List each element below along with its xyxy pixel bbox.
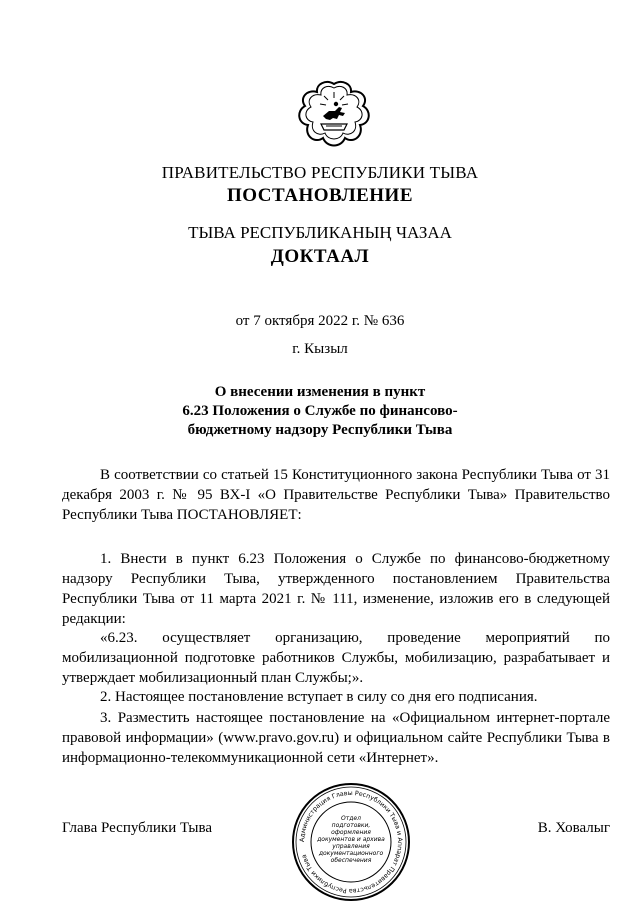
paragraph-quote: «6.23. осуществляет организацию, проведение мероприятий по мобилизационной подготовке работников Службы, мобилизацию, разрабатывает и утверждает мобилизационный план Службы;».	[62, 630, 610, 686]
stamp-ring-text: Администрация Главы Республики Тыва и Аппарат Правительства Республики Тыва	[298, 789, 404, 895]
city: г. Кызыл	[292, 341, 348, 357]
stamp-center-line: обеспечения	[330, 857, 372, 864]
doc-type-heading-tyvan: ДОКТААЛ	[270, 246, 370, 267]
subject-line: О внесении изменения в пункт	[214, 384, 426, 400]
coat-of-arms-icon	[295, 78, 373, 150]
paragraph-preamble: В соответствии со статьей 15 Конституционного закона Республики Тыва от 31 декабря 2003 г. № 95 ВХ-I «О Правительстве Республики Тыва» Правительство Республики Тыва ПОСТАНОВЛЯЕТ:	[62, 467, 610, 523]
subject-line: 6.23 Положения о Службе по финансово-	[182, 403, 458, 419]
org-title: ПРАВИТЕЛЬСТВО РЕСПУБЛИКИ ТЫВА	[161, 163, 479, 182]
subject-line: бюджетному надзору Республики Тыва	[187, 422, 453, 438]
date-number: от 7 октября 2022 г. № 636	[235, 313, 405, 329]
stamp-center-line: документов и архива	[317, 836, 385, 843]
paragraph-item-3: 3. Разместить настоящее постановление на «Официальном интернет-портале правовой информации» (www.pravo.gov.ru) и официальном сайте Республики Тыва в информационно-телекоммуникационной сети «Интернет».	[62, 710, 610, 766]
stamp-center-line: Отдел	[341, 815, 361, 822]
stamp-center-line: подготовки,	[331, 822, 371, 829]
official-stamp	[289, 780, 413, 904]
paragraph-item-2: 2. Настоящее постановление вступает в силу со дня его подписания.	[100, 689, 538, 705]
org-title-tyvan: ТЫВА РЕСПУБЛИКАНЫҢ ЧАЗАА	[188, 223, 452, 242]
stamp-center-line: управления	[332, 843, 370, 850]
stamp-center-line: оформления	[331, 829, 371, 836]
stamp-center-line: документационного	[318, 850, 384, 857]
doc-type-heading: ПОСТАНОВЛЕНИЕ	[226, 185, 414, 206]
signer-title: Глава Республики Тыва	[62, 820, 213, 836]
document-subject	[150, 383, 490, 440]
paragraph-item-1: 1. Внести в пункт 6.23 Положения о Службе по финансово-бюджетному надзору Республики Тыва, утвержденного постановлением Правительства Республики Тыва от 11 марта 2021 г. № 111, изменение, изложив его в следующей редакции:	[62, 551, 610, 627]
signer-name: В. Ховалыг	[537, 820, 610, 836]
